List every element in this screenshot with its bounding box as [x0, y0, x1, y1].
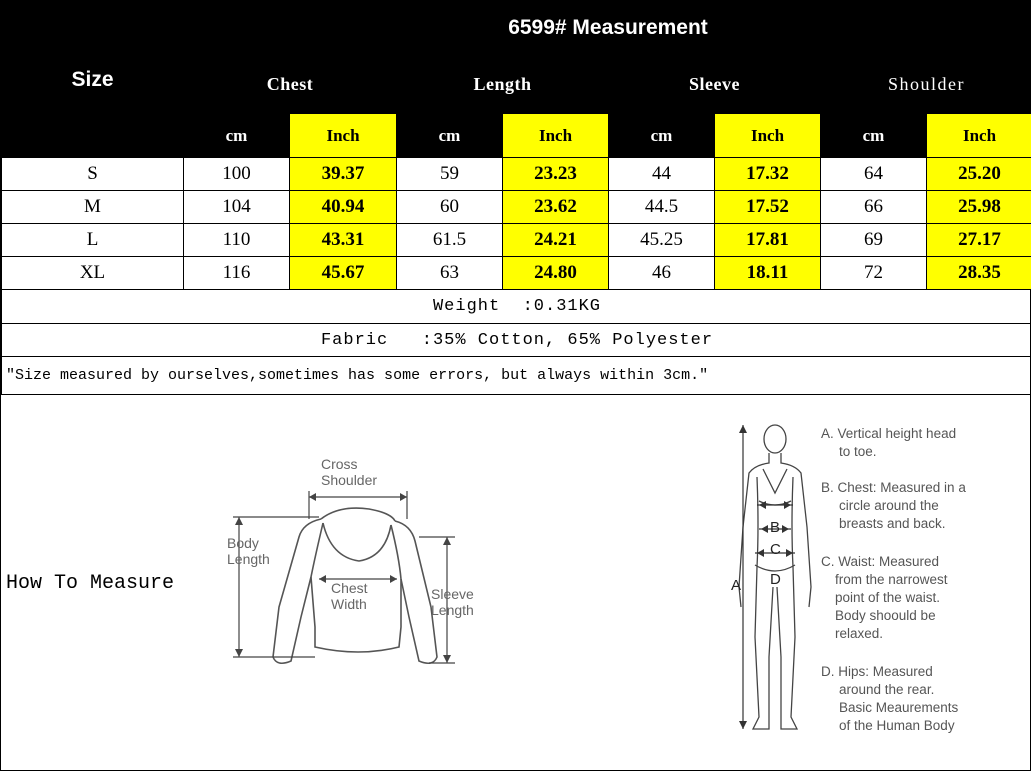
measurement-note: "Size measured by ourselves,sometimes has some errors, but always within 3cm." — [2, 357, 1031, 395]
unit-cell: Inch — [715, 114, 821, 158]
garment-diagram — [219, 457, 489, 687]
value-cell: 24.21 — [503, 224, 609, 257]
value-cell: 45.67 — [290, 257, 397, 290]
value-cell: 44.5 — [609, 191, 715, 224]
value-cell: 25.20 — [927, 158, 1031, 191]
chest-width-label: Width — [331, 596, 367, 612]
unit-cell: Inch — [503, 114, 609, 158]
description-line: Body shoould be — [821, 607, 948, 625]
body-length-label: Length — [227, 551, 270, 567]
unit-cell: cm — [184, 114, 290, 158]
group-shoulder: Shoulder — [821, 55, 1031, 114]
description-c — [821, 553, 948, 643]
description-line: B. Chest: Measured in a — [821, 479, 966, 497]
body-label-b: B — [770, 519, 780, 536]
sleeve-length-label: Sleeve — [431, 586, 474, 602]
description-line: Basic Meaurements — [821, 699, 958, 717]
value-cell: 23.62 — [503, 191, 609, 224]
chest-width-label: Chest — [331, 580, 368, 596]
value-cell: 104 — [184, 191, 290, 224]
size-cell: M — [2, 191, 184, 224]
table-row — [2, 158, 1031, 191]
body-label-d: D — [770, 571, 781, 588]
description-line: point of the waist. — [821, 589, 948, 607]
value-cell: 46 — [609, 257, 715, 290]
group-sleeve: Sleeve — [609, 55, 821, 114]
description-line: A. Vertical height head — [821, 425, 956, 443]
table-row — [2, 224, 1031, 257]
value-cell: 25.98 — [927, 191, 1031, 224]
value-cell: 63 — [397, 257, 503, 290]
body-figure-diagram — [719, 417, 819, 739]
description-line: to toe. — [821, 443, 956, 461]
body-label-a: A — [731, 577, 741, 594]
value-cell: 17.52 — [715, 191, 821, 224]
value-cell: 69 — [821, 224, 927, 257]
value-cell: 100 — [184, 158, 290, 191]
how-to-measure-section — [1, 394, 1031, 772]
description-line: relaxed. — [821, 625, 948, 643]
size-header: Size — [2, 2, 184, 158]
value-cell: 17.32 — [715, 158, 821, 191]
size-cell: L — [2, 224, 184, 257]
value-cell: 66 — [821, 191, 927, 224]
cross-shoulder-label: Shoulder — [321, 472, 377, 488]
fabric-info: Fabric :35% Cotton, 65% Polyester — [2, 324, 1031, 357]
table-row — [2, 257, 1031, 290]
value-cell: 24.80 — [503, 257, 609, 290]
value-cell: 23.23 — [503, 158, 609, 191]
value-cell: 116 — [184, 257, 290, 290]
value-cell: 110 — [184, 224, 290, 257]
unit-cell: cm — [397, 114, 503, 158]
unit-cell: Inch — [927, 114, 1031, 158]
weight-info: Weight :0.31KG — [2, 290, 1031, 324]
description-b — [821, 479, 966, 533]
description-line: of the Human Body — [821, 717, 958, 735]
value-cell: 59 — [397, 158, 503, 191]
value-cell: 17.81 — [715, 224, 821, 257]
chart-title: 6599# Measurement — [184, 2, 1031, 55]
group-length: Length — [397, 55, 609, 114]
description-d — [821, 663, 958, 735]
table-row — [2, 191, 1031, 224]
description-line: around the rear. — [821, 681, 958, 699]
value-cell: 64 — [821, 158, 927, 191]
value-cell: 39.37 — [290, 158, 397, 191]
value-cell: 60 — [397, 191, 503, 224]
description-a — [821, 425, 956, 461]
value-cell: 28.35 — [927, 257, 1031, 290]
cross-shoulder-label: Cross — [321, 457, 358, 472]
value-cell: 72 — [821, 257, 927, 290]
body-label-c: C — [770, 541, 781, 558]
value-cell: 44 — [609, 158, 715, 191]
description-line: from the narrowest — [821, 571, 948, 589]
description-line: D. Hips: Measured — [821, 663, 958, 681]
value-cell: 61.5 — [397, 224, 503, 257]
unit-cell: cm — [609, 114, 715, 158]
value-cell: 18.11 — [715, 257, 821, 290]
description-line: breasts and back. — [821, 515, 966, 533]
group-chest: Chest — [184, 55, 397, 114]
unit-cell: cm — [821, 114, 927, 158]
how-to-measure-label: How To Measure — [6, 572, 174, 595]
unit-cell: Inch — [290, 114, 397, 158]
body-length-label: Body — [227, 535, 259, 551]
sleeve-length-label: Length — [431, 602, 474, 618]
size-table — [1, 1, 1031, 395]
description-line: C. Waist: Measured — [821, 553, 948, 571]
description-line: circle around the — [821, 497, 966, 515]
value-cell: 40.94 — [290, 191, 397, 224]
size-cell: XL — [2, 257, 184, 290]
size-cell: S — [2, 158, 184, 191]
value-cell: 45.25 — [609, 224, 715, 257]
value-cell: 27.17 — [927, 224, 1031, 257]
value-cell: 43.31 — [290, 224, 397, 257]
